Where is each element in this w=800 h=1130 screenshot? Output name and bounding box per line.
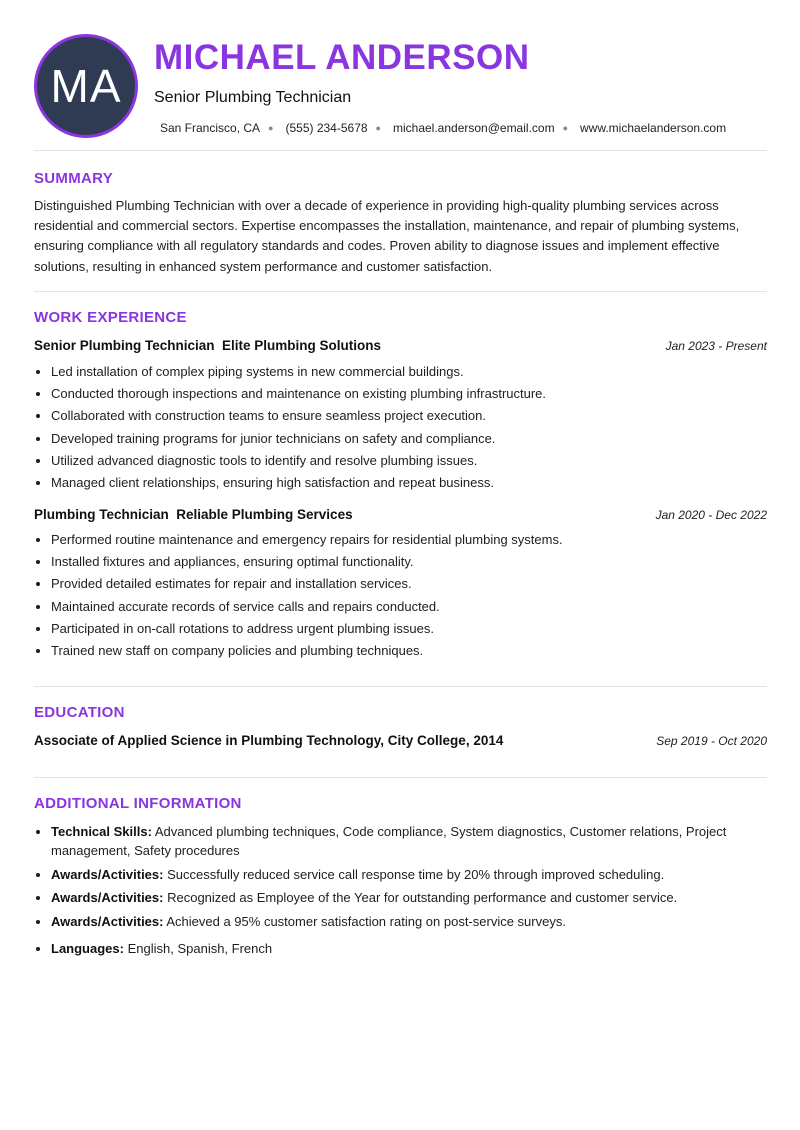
list-item: • Installed fixtures and appliances, ensuring optimal functionality. bbox=[51, 551, 767, 573]
list-item: • Collaborated with construction teams to ensure seamless project execution. bbox=[51, 405, 767, 427]
avatar bbox=[34, 34, 138, 138]
job-header bbox=[34, 338, 767, 353]
job-bullets bbox=[34, 529, 767, 662]
education-entry bbox=[34, 733, 767, 748]
info-text: Advanced plumbing techniques, Code compliance, System diagnostics, Customer relations, Project management, Safety procedures bbox=[51, 824, 727, 858]
list-item: • Developed training programs for junior technicians on safety and compliance. bbox=[51, 428, 767, 450]
info-label: Languages: bbox=[51, 940, 124, 956]
list-item: • Provided detailed estimates for repair and installation services. bbox=[51, 573, 767, 595]
list-item: • Conducted thorough inspections and maintenance on existing plumbing infrastructure. bbox=[51, 383, 767, 405]
list-item: • Trained new staff on company policies and plumbing techniques. bbox=[51, 640, 767, 662]
list-item bbox=[51, 888, 767, 907]
list-item bbox=[51, 822, 767, 860]
education-dates: Sep 2019 - Oct 2020 bbox=[656, 734, 767, 748]
list-item: • Performed routine maintenance and emergency repairs for residential plumbing systems. bbox=[51, 529, 767, 551]
contact-line bbox=[160, 121, 726, 135]
additional-list bbox=[34, 822, 767, 962]
candidate-headline: Senior Plumbing Technician bbox=[154, 89, 352, 106]
additional-heading: ADDITIONAL INFORMATION bbox=[34, 795, 242, 812]
list-item: • Utilized advanced diagnostic tools to identify and resolve plumbing issues. bbox=[51, 450, 767, 472]
info-text: Achieved a 95% customer satisfaction rating on post-service surveys. bbox=[166, 913, 566, 929]
experience-heading: WORK EXPERIENCE bbox=[34, 309, 187, 326]
info-text: Recognized as Employee of the Year for outstanding performance and customer service. bbox=[167, 890, 678, 905]
divider bbox=[34, 686, 767, 687]
summary-heading: SUMMARY bbox=[34, 170, 114, 187]
contact-phone: (555) 234-5678 bbox=[285, 121, 368, 135]
contact-website[interactable]: www.michaelanderson.com bbox=[580, 121, 727, 135]
divider bbox=[34, 150, 767, 151]
avatar-initials: MA bbox=[50, 60, 122, 112]
list-item bbox=[51, 939, 767, 958]
job-dates: Jan 2020 - Dec 2022 bbox=[655, 508, 767, 522]
job-header bbox=[34, 507, 767, 522]
summary-text: Distinguished Plumbing Technician with over a decade of experience in providing high-quality plumbing services across residential and commercial sectors. Expertise encompasses the installation, maintenance, and repair of plumbing systems, ensuring compliance with all regulatory standards and codes. Proven ability to diagnose issues and implement effective solutions, resulting in enhanced system performance and customer satisfaction. bbox=[34, 198, 740, 274]
job-title: Plumbing Technician Reliable Plumbing Services bbox=[34, 507, 353, 522]
list-item: • Participated in on-call rotations to address urgent plumbing issues. bbox=[51, 618, 767, 640]
separator-dot-icon: ● bbox=[375, 123, 381, 133]
info-label: Awards/Activities: bbox=[51, 866, 164, 882]
list-item: • Managed client relationships, ensuring high satisfaction and repeat business. bbox=[51, 472, 767, 494]
job-title: Senior Plumbing Technician Elite Plumbing Solutions bbox=[34, 338, 382, 353]
separator-dot-icon: ● bbox=[562, 123, 569, 133]
candidate-name: MICHAEL ANDERSON bbox=[154, 38, 530, 77]
divider bbox=[34, 291, 767, 292]
list-item: • Maintained accurate records of service calls and repairs conducted. bbox=[51, 596, 767, 618]
divider bbox=[34, 777, 767, 778]
contact-email[interactable]: michael.anderson@email.com bbox=[392, 121, 555, 135]
job-dates: Jan 2023 - Present bbox=[665, 339, 767, 353]
info-label: Technical Skills: bbox=[51, 824, 152, 839]
list-item: • Led installation of complex piping systems in new commercial buildings. bbox=[51, 361, 767, 383]
info-text: Successfully reduced service call response time by 20% through improved scheduling. bbox=[167, 866, 665, 882]
education-heading: EDUCATION bbox=[34, 704, 125, 721]
info-text: English, Spanish, French bbox=[127, 940, 273, 956]
education-degree: Associate of Applied Science in Plumbing Technology, City College, 2014 bbox=[34, 733, 504, 748]
list-item bbox=[51, 865, 767, 884]
info-label: Awards/Activities: bbox=[51, 913, 164, 929]
contact-location: San Francisco, CA bbox=[160, 121, 261, 135]
list-item bbox=[51, 912, 767, 931]
job-bullets bbox=[34, 361, 767, 494]
separator-dot-icon: ● bbox=[268, 123, 274, 133]
info-label: Awards/Activities: bbox=[51, 890, 164, 905]
